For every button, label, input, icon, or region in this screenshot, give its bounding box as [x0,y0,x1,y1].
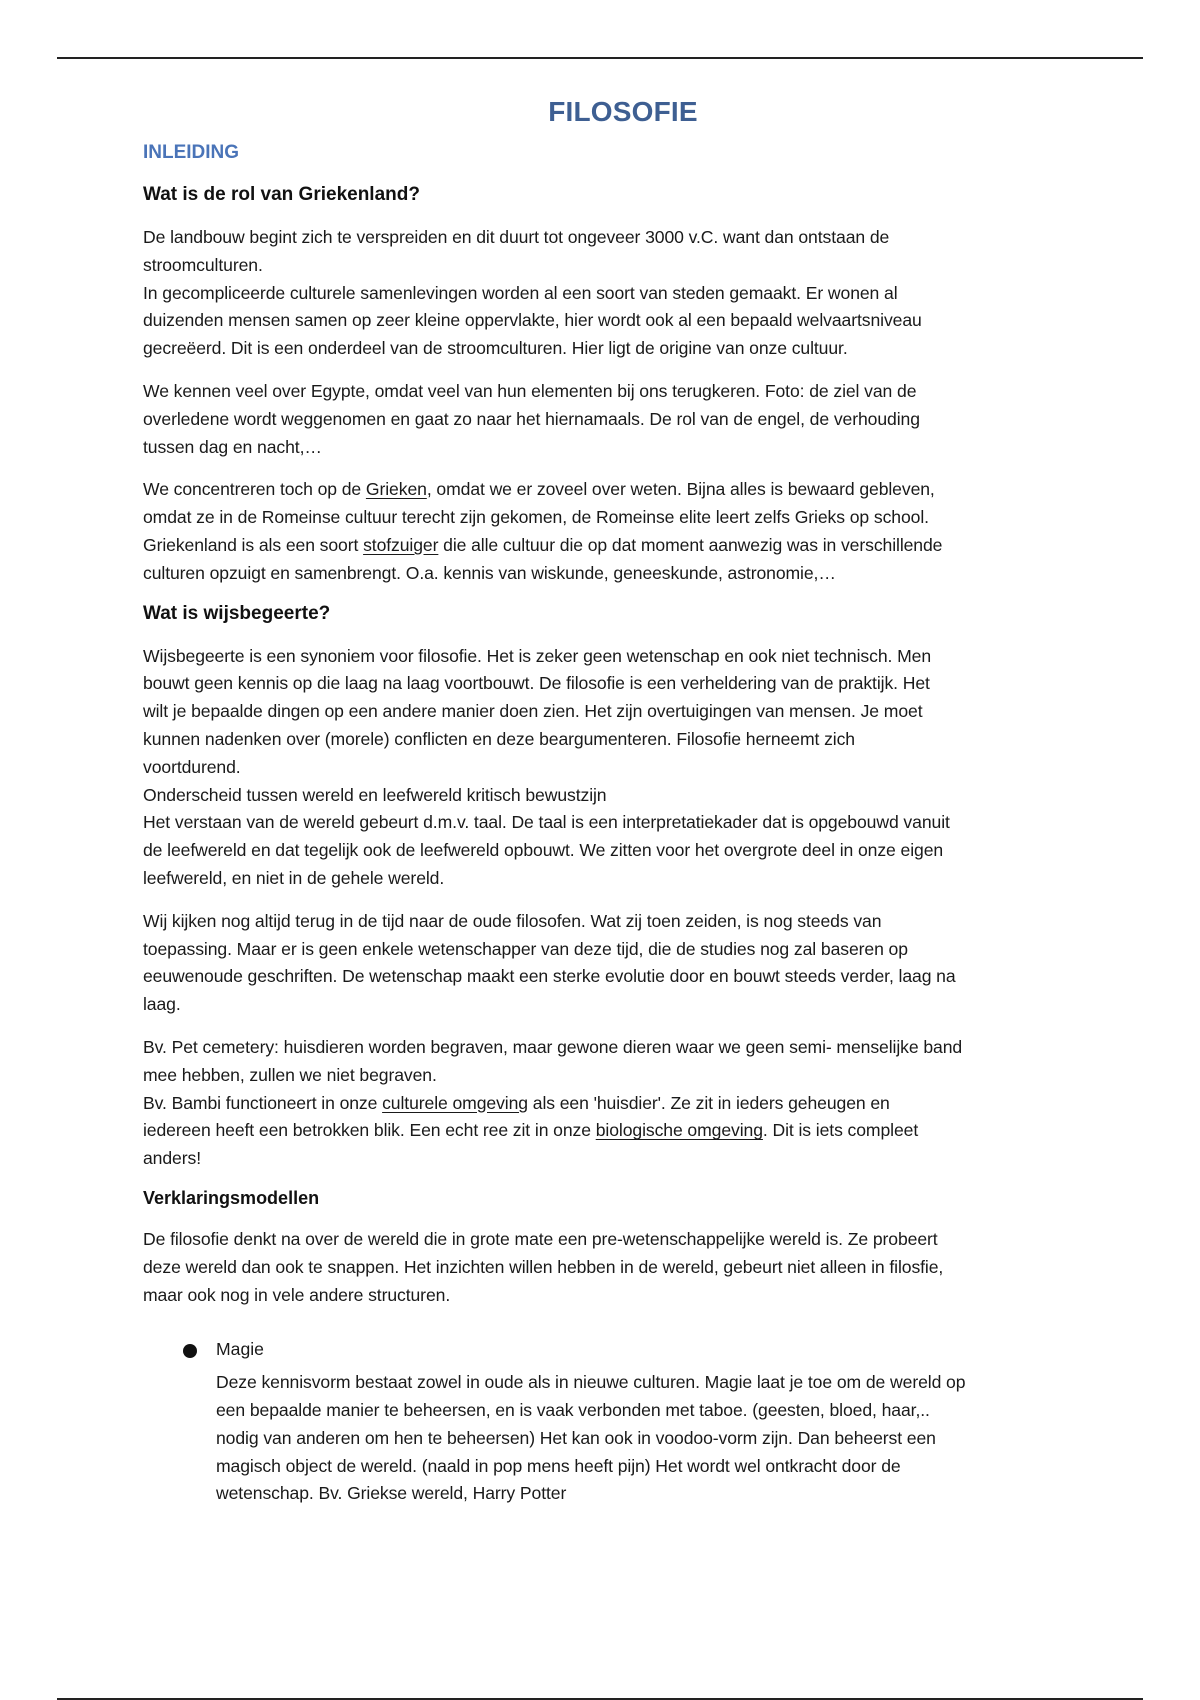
underlined-term-grieken: Grieken [365,479,427,500]
text-run: iedereen heeft een betrokken blik. Een echt ree zit in onze [143,1120,596,1141]
text-line: De landbouw begint zich te verspreiden en dit duurt tot ongeveer 3000 v.C. want dan ontstaan de [143,227,890,247]
underlined-term-biologische-omgeving: biologische omgeving [595,1120,763,1141]
text-line: Het verstaan van de wereld gebeurt d.m.v. taal. De taal is een interpretatiekader dat is opgebouwd vanuit [143,812,950,833]
text-line: kunnen nadenken over (morele) conflicten en deze beargumenteren. Filosofie herneemt zich [143,728,855,749]
text-run: Griekenland is als een soort [143,534,364,555]
paragraph-old-philosophers [143,908,1063,1019]
text-line: Deze kennisvorm bestaat zowel in oude als in nieuwe culturen. Magie laat je toe om de wereld op [216,1372,966,1393]
bullet-item-magie [143,1335,1063,1508]
text-line: toepassing. Maar er is geen enkele wetenschapper van deze tijd, die de studies nog zal baseren op [143,938,908,959]
text-line: anders! [143,1148,201,1169]
text-run: als een 'huisdier'. Ze zit in ieders geheugen en [527,1092,890,1113]
text-line: We kennen veel over Egypte, omdat veel van hun elementen bij ons terugkeren. Foto: de ziel van de [143,380,917,401]
question-heading-philosophy: Wat is wijsbegeerte? [143,602,331,624]
text-line: laag. [143,994,181,1015]
text-line: mee hebben, zullen we niet begraven. [143,1064,437,1085]
text-run: We concentreren toch op de [143,479,366,500]
text-line: culturen opzuigt en samenbrengt. O.a. kennis van wiskunde, geneeskunde, astronomie,… [143,562,836,583]
text-line [143,1090,1063,1118]
paragraph-examples [143,1034,1063,1173]
text-run: die alle cultuur die op dat moment aanwezig was in verschillende [438,534,943,555]
text-run: . Dit is iets compleet [762,1120,919,1141]
underlined-term-stofzuiger: stofzuiger [363,534,439,555]
text-line: maar ook nog in vele andere structuren. [143,1284,451,1305]
text-line: leefwereld, en niet in de gehele wereld. [143,867,445,888]
page-title: FILOSOFIE [548,96,698,127]
bullet-title: Magie [216,1339,264,1360]
text-line: de leefwereld en dat tegelijk ook de leefwereld opbouwt. We zitten voor het overgrote deel in onze eigen [143,840,944,861]
paragraph-wijsbegeerte [143,643,1063,893]
text-line: bouwt geen kennis op die laag na laag voortbouwt. De filosofie is een verheldering van de praktijk. Het [143,673,930,694]
paragraph-egypt [143,378,1063,461]
document-body [143,96,1063,1508]
paragraph-agriculture [143,224,1063,363]
paragraph-explanation-models [143,1226,1063,1309]
subheading-explanation-models: Verklaringsmodellen [143,1187,320,1208]
bullet-dot-icon [183,1344,197,1358]
text-line: Wijsbegeerte is een synoniem voor filosofie. Het is zeker geen wetenschap en ook niet technisch. Men [143,645,932,666]
underlined-term-culturele-omgeving: culturele omgeving [382,1092,528,1113]
text-line [143,476,1063,504]
section-heading: INLEIDING [143,142,240,163]
header-rule [57,57,1143,59]
text-line: De filosofie denkt na over de wereld die in grote mate een pre-wetenschappelijke wereld is. Ze probeert [143,1228,938,1249]
text-line: Onderscheid tussen wereld en leefwereld kritisch bewustzijn [143,784,607,805]
paragraph-greeks [143,476,1063,587]
text-line: wilt je bepaalde dingen op een andere manier doen zien. Het zijn overtuigingen van mensen. Je moet [143,701,923,722]
text-run: Bv. Bambi functioneert in onze [143,1092,383,1113]
text-line: magisch object de wereld. (naald in pop mens heeft pijn) Het wordt wel ontkracht door de [216,1455,901,1476]
text-line: nodig van anderen om hen te beheersen) Het kan ook in voodoo-vorm zijn. Dan beheerst een [216,1427,936,1448]
text-line: deze wereld dan ook te snappen. Het inzichten willen hebben in de wereld, gebeurt niet alleen in filosfie, [143,1256,944,1277]
text-line: Wij kijken nog altijd terug in de tijd naar de oude filosofen. Wat zij toen zeiden, is nog steeds van [143,910,882,931]
question-heading-greece: Wat is de rol van Griekenland? [143,184,420,205]
text-line: voortdurend. [143,756,241,777]
text-line: duizenden mensen samen op zeer kleine oppervlakte, hier wordt ook al een bepaald welvaartsniveau [143,310,922,331]
text-line: omdat ze in de Romeinse cultuur terecht zijn gekomen, de Romeinse elite leert zelfs Grieks op school. [143,507,929,528]
text-line: gecreëerd. Dit is een onderdeel van de stroomculturen. Hier ligt de origine van onze cultuur. [143,338,848,359]
text-line: eeuwenoude geschriften. De wetenschap maakt een sterke evolutie door en bouwt steeds verder, laag na [143,966,956,987]
text-line: een bepaalde manier te beheersen, en is vaak verbonden met taboe. (geesten, bloed, haar,.. [216,1400,930,1421]
text-line: tussen dag en nacht,… [143,436,322,457]
text-line: wetenschap. Bv. Griekse wereld, Harry Potter [216,1483,567,1504]
text-run: , omdat we er zoveel over weten. Bijna alles is bewaard gebleven, [426,479,935,500]
bullet-paragraph [216,1369,1063,1508]
text-line: In gecompliceerde culturele samenlevingen worden al een soort van steden gemaakt. Er wonen al [143,282,898,303]
text-line [143,1117,1063,1145]
text-line [143,532,1063,560]
text-line: Bv. Pet cemetery: huisdieren worden begraven, maar gewone dieren waar we geen semi- menselijke band [143,1036,963,1057]
text-line: stroomculturen. [143,254,263,275]
text-line: overledene wordt weggenomen en gaat zo naar het hiernamaals. De rol van de engel, de verhouding [143,408,920,429]
